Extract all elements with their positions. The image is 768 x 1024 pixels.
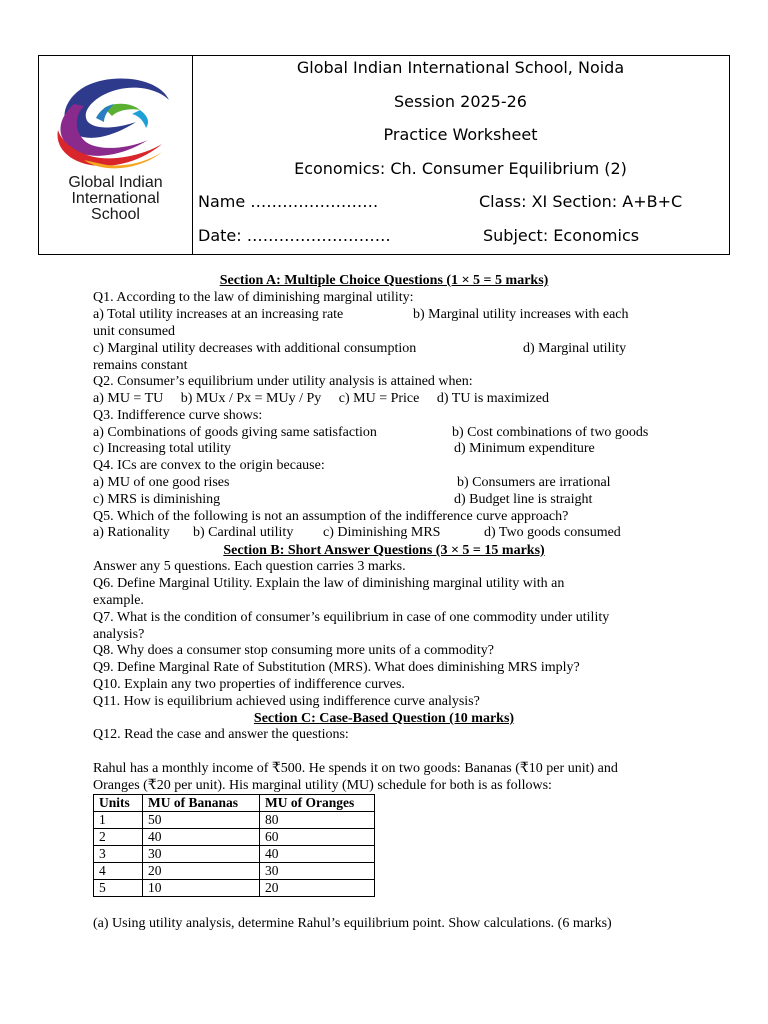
q5-option-c: c) Diminishing MRS: [323, 525, 441, 540]
table-row: [94, 829, 375, 846]
q9-text: Q9. Define Marginal Rate of Substitution (MRS). What does diminishing MRS imply?: [93, 660, 580, 675]
table-row: [94, 863, 375, 880]
q1-option-d: d) Marginal utility: [523, 341, 627, 356]
cell-mu-oranges: 20: [260, 880, 375, 897]
case-text-line-1: Rahul has a monthly income of ₹500. He spends it on two goods: Bananas (₹10 per unit) and: [93, 761, 618, 776]
mu-schedule-table: [93, 794, 375, 897]
q7-text: Q7. What is the condition of consumer’s equilibrium in case of one commodity under utility: [93, 610, 610, 625]
q1-option-a: a) Total utility increases at an increasing rate: [93, 307, 344, 322]
header-units: Units: [94, 795, 143, 812]
q3-option-b: b) Cost combinations of two goods: [452, 425, 649, 440]
header-mu-bananas: MU of Bananas: [143, 795, 260, 812]
header-box: [38, 55, 730, 255]
class-section: Class: XI Section: A+B+C: [479, 192, 683, 211]
section-c-heading: Section C: Case-Based Question (10 marks): [253, 711, 515, 726]
school-logo: [44, 70, 184, 174]
worksheet-title: Practice Worksheet: [383, 125, 538, 144]
q5-option-b: b) Cardinal utility: [193, 525, 294, 540]
cell-mu-oranges: 40: [260, 846, 375, 863]
school-name: Global Indian International School, Noida: [296, 58, 625, 77]
header-mu-oranges: MU of Oranges: [260, 795, 375, 812]
q5-option-a: a) Rationality: [93, 525, 170, 540]
table-row: [94, 812, 375, 829]
cell-mu-oranges: 30: [260, 863, 375, 880]
q8-text: Q8. Why does a consumer stop consuming more units of a commodity?: [93, 643, 495, 658]
q2-text: Q2. Consumer’s equilibrium under utility analysis is attained when:: [93, 374, 473, 389]
q4-option-c: c) MRS is diminishing: [93, 492, 221, 507]
section-b-instruction: Answer any 5 questions. Each question carries 3 marks.: [93, 559, 406, 574]
q4-option-b: b) Consumers are irrational: [457, 475, 611, 490]
cell-mu-bananas: 30: [143, 846, 260, 863]
cell-mu-bananas: 50: [143, 812, 260, 829]
q5-text: Q5. Which of the following is not an assumption of the indifference curve approach?: [93, 509, 569, 524]
q4-option-a: a) MU of one good rises: [93, 475, 230, 490]
table-row: [94, 846, 375, 863]
q1-option-b: b) Marginal utility increases with each: [413, 307, 629, 322]
q2-options: a) MU = TU b) MUx / Px = MUy / Py c) MU = Price d) TU is maximized: [93, 391, 549, 406]
q4-option-d: d) Budget line is straight: [454, 492, 593, 507]
cell-units: 1: [94, 812, 143, 829]
q6-text: Q6. Define Marginal Utility. Explain the law of diminishing marginal utility with an: [93, 576, 565, 591]
q3-option-a: a) Combinations of goods giving same satisfaction: [93, 425, 377, 440]
cell-mu-oranges: 60: [260, 829, 375, 846]
cell-mu-oranges: 80: [260, 812, 375, 829]
q11-text: Q11. How is equilibrium achieved using indifference curve analysis?: [93, 694, 480, 709]
date-field: Date: ………………………: [198, 226, 391, 245]
cell-units: 2: [94, 829, 143, 846]
logo-wordmark: [39, 175, 192, 223]
q12a-text: (a) Using utility analysis, determine Rahul’s equilibrium point. Show calculations. (6 marks): [93, 916, 612, 931]
logo-cell: [39, 56, 193, 254]
q3-option-d: d) Minimum expenditure: [454, 441, 595, 456]
subject-chapter: Economics: Ch. Consumer Equilibrium (2): [294, 159, 627, 178]
session: Session 2025-26: [394, 92, 527, 111]
q7-text-cont: analysis?: [93, 627, 145, 642]
section-b-heading: Section B: Short Answer Questions (3 × 5 = 15 marks): [223, 543, 545, 558]
name-field: Name ……………………: [198, 192, 379, 211]
q5-option-d: d) Two goods consumed: [484, 525, 621, 540]
subject-label: Subject: Economics: [483, 226, 640, 245]
q4-text: Q4. ICs are convex to the origin because:: [93, 458, 325, 473]
q1-option-b-cont: unit consumed: [93, 324, 176, 339]
q10-text: Q10. Explain any two properties of indifference curves.: [93, 677, 405, 692]
logo-line-2: International: [71, 190, 160, 207]
q1-text: Q1. According to the law of diminishing marginal utility:: [93, 290, 414, 305]
case-text-line-2: Oranges (₹20 per unit). His marginal utility (MU) schedule for both is as follows:: [93, 778, 552, 793]
logo-line-3: School: [91, 206, 140, 223]
section-a-heading: Section A: Multiple Choice Questions (1 × 5 = 5 marks): [219, 273, 549, 288]
cell-units: 5: [94, 880, 143, 897]
q6-text-cont: example.: [93, 593, 144, 608]
cell-mu-bananas: 10: [143, 880, 260, 897]
q1-option-c: c) Marginal utility decreases with additional consumption: [93, 341, 417, 356]
q12-text: Q12. Read the case and answer the questions:: [93, 727, 349, 742]
cell-mu-bananas: 40: [143, 829, 260, 846]
q3-option-c: c) Increasing total utility: [93, 441, 232, 456]
cell-units: 3: [94, 846, 143, 863]
cell-units: 4: [94, 863, 143, 880]
table-row: [94, 880, 375, 897]
q3-text: Q3. Indifference curve shows:: [93, 408, 263, 423]
cell-mu-bananas: 20: [143, 863, 260, 880]
table-header-row: [94, 795, 375, 812]
logo-line-1: Global Indian: [68, 174, 163, 191]
q1-option-d-cont: remains constant: [93, 358, 188, 373]
